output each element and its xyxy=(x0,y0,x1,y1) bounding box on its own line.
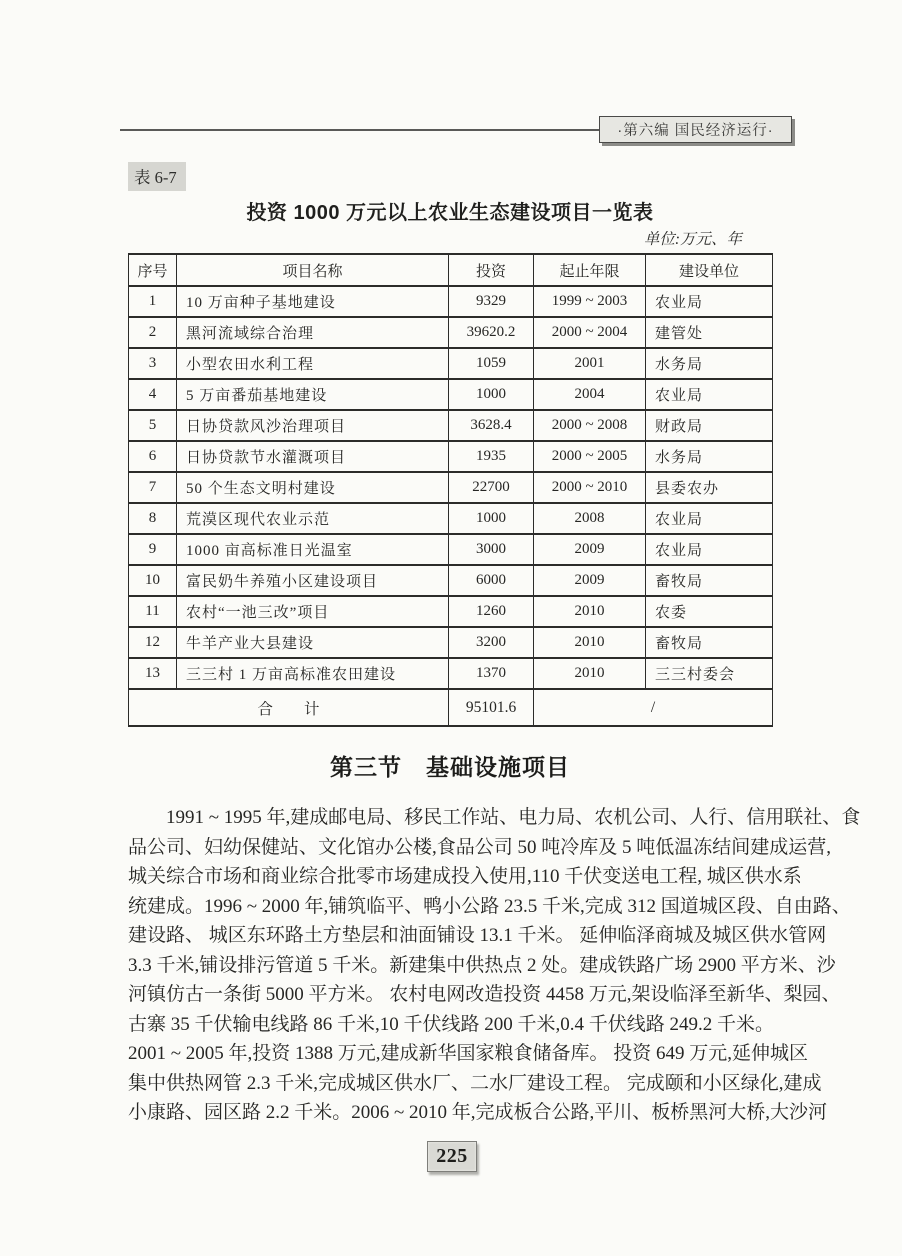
table-row xyxy=(129,658,773,689)
table-cell: 牛羊产业大县建设 xyxy=(177,627,449,658)
table-cell: 5 万亩番茄基地建设 xyxy=(177,379,449,410)
table-cell: 6 xyxy=(129,441,177,472)
table-cell: 财政局 xyxy=(646,410,773,441)
table-cell: 富民奶牛养殖小区建设项目 xyxy=(177,565,449,596)
paragraph-line: 2001 ~ 2005 年,投资 1388 万元,建成新华国家粮食储备库。 投资 649 万元,延伸城区 xyxy=(128,1043,809,1064)
table-row xyxy=(129,286,773,317)
table-cell: 7 xyxy=(129,472,177,503)
table-cell: 2 xyxy=(129,317,177,348)
table-cell: 农业局 xyxy=(646,379,773,410)
table-total-cell: / xyxy=(534,689,773,726)
table-cell: 农业局 xyxy=(646,503,773,534)
table-cell: 农业局 xyxy=(646,286,773,317)
table-cell: 县委农办 xyxy=(646,472,773,503)
table-cell: 9 xyxy=(129,534,177,565)
edition-header-box xyxy=(599,116,792,143)
paragraph-line: 古寨 35 千伏输电线路 86 千米,10 千伏线路 200 千米,0.4 千伏线路 249.2 千米。 xyxy=(128,1013,775,1035)
table-cell: 2004 xyxy=(534,379,646,410)
paragraph-line: 品公司、妇幼保健站、文化馆办公楼,食品公司 50 吨冷库及 5 吨低温冻结间建成运营, xyxy=(128,836,832,858)
table-header-row xyxy=(129,254,773,286)
table-cell: 2009 xyxy=(534,534,646,565)
table-cell: 2000 ~ 2005 xyxy=(534,441,646,472)
table-cell: 2000 ~ 2010 xyxy=(534,472,646,503)
column-header: 建设单位 xyxy=(646,254,773,286)
table-cell: 畜牧局 xyxy=(646,565,773,596)
table-cell: 日协贷款风沙治理项目 xyxy=(177,410,449,441)
table-number-tag: 表 6-7 xyxy=(128,162,186,191)
table-cell: 1059 xyxy=(449,348,534,379)
table-total-row xyxy=(129,689,773,726)
table-row xyxy=(129,348,773,379)
table-cell: 建管处 xyxy=(646,317,773,348)
table-total-cell: 95101.6 xyxy=(449,689,534,726)
table-row xyxy=(129,472,773,503)
table-cell: 13 xyxy=(129,658,177,689)
table-cell: 农村“一池三改”项目 xyxy=(177,596,449,627)
table-cell: 10 万亩种子基地建设 xyxy=(177,286,449,317)
table-row xyxy=(129,627,773,658)
table-cell: 3000 xyxy=(449,534,534,565)
table-cell: 畜牧局 xyxy=(646,627,773,658)
section-heading: 第三节 基础设施项目 xyxy=(330,754,570,780)
table-cell: 5 xyxy=(129,410,177,441)
table-cell: 3 xyxy=(129,348,177,379)
table-row xyxy=(129,565,773,596)
table-cell: 三三村 1 万亩高标准农田建设 xyxy=(177,658,449,689)
table-cell: 2000 ~ 2008 xyxy=(534,410,646,441)
table-cell: 9329 xyxy=(449,286,534,317)
table-cell: 水务局 xyxy=(646,348,773,379)
table-cell: 3628.4 xyxy=(449,410,534,441)
paragraph-line: 3.3 千米,铺设排污管道 5 千米。新建集中供热点 2 处。建成铁路广场 2900 平方米、沙 xyxy=(128,954,836,976)
table-row xyxy=(129,596,773,627)
table-cell: 12 xyxy=(129,627,177,658)
table-cell: 荒漠区现代农业示范 xyxy=(177,503,449,534)
table-cell: 39620.2 xyxy=(449,317,534,348)
table-cell: 三三村委会 xyxy=(646,658,773,689)
table-cell: 50 个生态文明村建设 xyxy=(177,472,449,503)
table-row xyxy=(129,503,773,534)
table-cell: 日协贷款节水灌溉项目 xyxy=(177,441,449,472)
table-row xyxy=(129,441,773,472)
paragraph-line: 统建成。1996 ~ 2000 年,铺筑临平、鸭小公路 23.5 千米,完成 312 国道城区段、自由路、 xyxy=(128,895,851,917)
table-cell: 2009 xyxy=(534,565,646,596)
table-cell: 10 xyxy=(129,565,177,596)
table-cell: 水务局 xyxy=(646,441,773,472)
table-cell: 1000 亩高标准日光温室 xyxy=(177,534,449,565)
paragraph-line: 河镇仿古一条街 5000 平方米。 农村电网改造投资 4458 万元,架设临泽至新华、梨园、 xyxy=(128,984,841,1005)
body-paragraph xyxy=(128,803,861,1128)
table-cell: 农业局 xyxy=(646,534,773,565)
table-row xyxy=(129,534,773,565)
table-cell: 黑河流域综合治理 xyxy=(177,317,449,348)
table-cell: 2008 xyxy=(534,503,646,534)
table-cell: 11 xyxy=(129,596,177,627)
table-cell: 农委 xyxy=(646,596,773,627)
table-row xyxy=(129,410,773,441)
table-title: 投资 1000 万元以上农业生态建设项目一览表 xyxy=(246,202,654,224)
paragraph-line: 1991 ~ 1995 年,建成邮电局、移民工作站、电力局、农机公司、人行、信用联社、食 xyxy=(166,807,861,828)
table-row xyxy=(129,379,773,410)
table-cell: 小型农田水利工程 xyxy=(177,348,449,379)
table-cell: 2010 xyxy=(534,627,646,658)
table-cell: 2010 xyxy=(534,596,646,627)
table-unit-note: 单位:万元、年 xyxy=(643,231,742,248)
table-cell: 1000 xyxy=(449,379,534,410)
paragraph-line: 小康路、园区路 2.2 千米。2006 ~ 2010 年,完成板合公路,平川、板桥黑河大桥,大沙河 xyxy=(128,1102,828,1123)
column-header: 项目名称 xyxy=(177,254,449,286)
column-header: 起止年限 xyxy=(534,254,646,286)
table-cell: 1935 xyxy=(449,441,534,472)
paragraph-line: 集中供热网管 2.3 千米,完成城区供水厂、二水厂建设工程。 完成颐和小区绿化,建成 xyxy=(128,1072,822,1094)
table-cell: 8 xyxy=(129,503,177,534)
table-cell: 1370 xyxy=(449,658,534,689)
projects-table xyxy=(128,253,773,727)
column-header: 序号 xyxy=(129,254,177,286)
table-cell: 1260 xyxy=(449,596,534,627)
table-cell: 2001 xyxy=(534,348,646,379)
table-cell: 2000 ~ 2004 xyxy=(534,317,646,348)
table-cell: 2010 xyxy=(534,658,646,689)
table-cell: 1999 ~ 2003 xyxy=(534,286,646,317)
column-header: 投资 xyxy=(449,254,534,286)
table-cell: 1000 xyxy=(449,503,534,534)
page-number: 225 xyxy=(436,1145,468,1167)
header-rule xyxy=(120,129,610,131)
table-cell: 1 xyxy=(129,286,177,317)
page-number-badge xyxy=(427,1141,477,1172)
table-cell: 3200 xyxy=(449,627,534,658)
paragraph-line: 城关综合市场和商业综合批零市场建成投入使用,110 千伏变送电工程, 城区供水系 xyxy=(128,866,802,887)
edition-label: ·第六编 国民经济运行· xyxy=(617,123,774,139)
table-row xyxy=(129,317,773,348)
paragraph-line: 建设路、 城区东环路土方垫层和油面铺设 13.1 千米。 延伸临泽商城及城区供水管网 xyxy=(128,925,827,946)
table-cell: 4 xyxy=(129,379,177,410)
table-total-cell: 合 计 xyxy=(129,689,449,726)
table-cell: 6000 xyxy=(449,565,534,596)
table-cell: 22700 xyxy=(449,472,534,503)
